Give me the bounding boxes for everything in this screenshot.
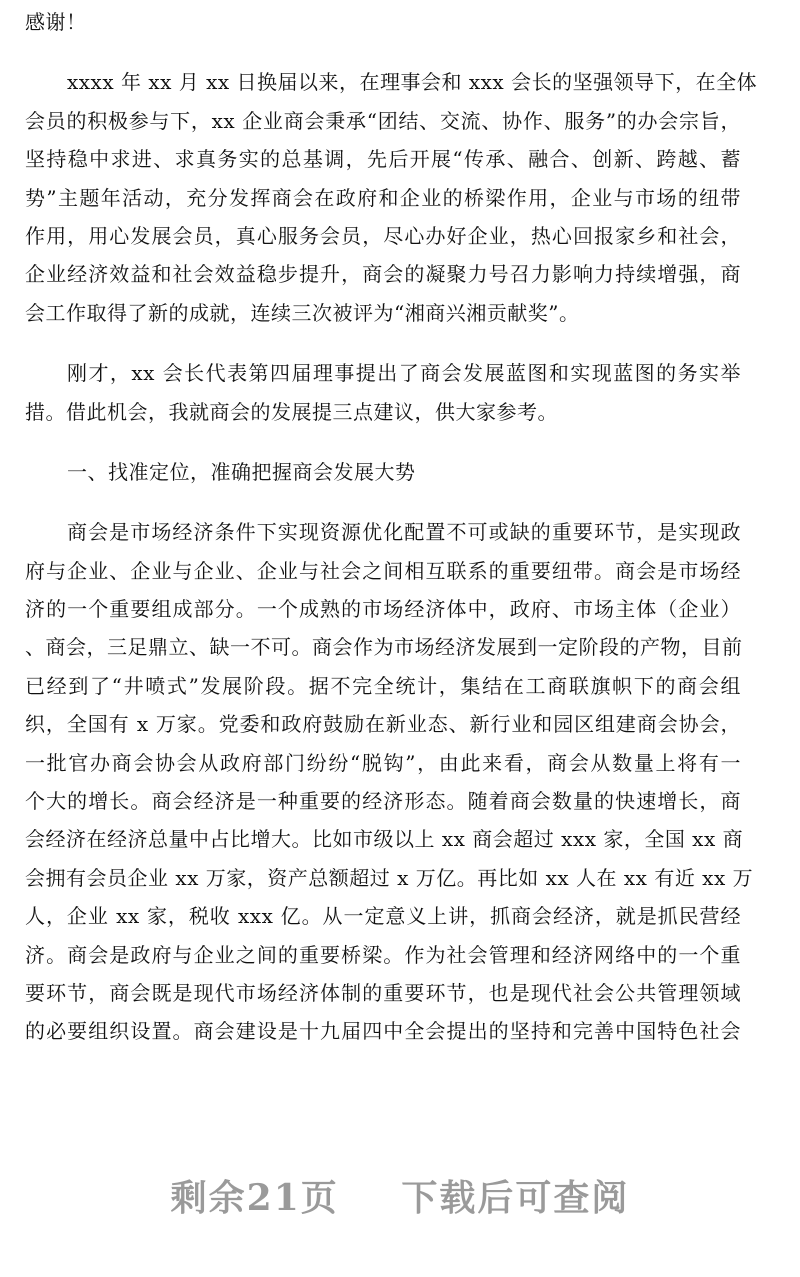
text-line: 、商会，三足鼎立、缺一不可。商会作为市场经济发展到一定阶段的产物，目前	[25, 635, 743, 660]
text-line: 会拥有会员企业 xx 万家，资产总额超过 x 万亿。再比如 xx 人在 xx 有近 xx 万	[25, 865, 754, 890]
text-line: 个大的增长。商会经济是一种重要的经济形态。随着商会数量的快速增长，商	[25, 789, 741, 814]
text-line: 坚持稳中求进、求真务实的总基调，先后开展“传承、融合、创新、跨越、蓄	[25, 147, 741, 172]
text-line: 济的一个重要组成部分。一个成熟的市场经济体中，政府、市场主体（企业）	[25, 597, 741, 622]
text-line: 会工作取得了新的成就，连续三次被评为“湘商兴湘贡献奖”。	[25, 300, 580, 325]
text-line: 济。商会是政府与企业之间的重要桥梁。作为社会管理和经济网络中的一个重	[25, 942, 741, 967]
text-line: 措。借此机会，我就商会的发展提三点建议，供大家参考。	[25, 399, 558, 424]
section-heading	[25, 453, 741, 491]
text-line: 人，企业 xx 家，税收 xxx 亿。从一定意义上讲，抓商会经济，就是抓民营经	[25, 904, 741, 929]
text-line: 的必要组织设置。商会建设是十九届四中全会提出的坚持和完善中国特色社会	[25, 1019, 741, 1044]
download-prompt[interactable]	[0, 1170, 800, 1221]
text-line: 势”主题年活动，充分发挥商会在政府和企业的桥梁作用，企业与市场的纽带	[25, 185, 741, 210]
paragraph-thanks	[25, 3, 741, 41]
text-line: 要环节，商会既是现代市场经济体制的重要环节，也是现代社会公共管理领域	[25, 980, 741, 1005]
text-line: 商会是市场经济条件下实现资源优化配置不可或缺的重要环节，是实现政	[67, 520, 741, 545]
text-line: 织，全国有 x 万家。党委和政府鼓励在新业态、新行业和园区组建商会协会，	[25, 712, 741, 737]
paragraph-intro	[25, 354, 741, 431]
text-line: 府与企业、企业与企业、企业与社会之间相互联系的重要纽带。商会是市场经	[25, 558, 741, 583]
text-line: 企业经济效益和社会效益稳步提升，商会的凝聚力号召力影响力持续增强，商	[25, 262, 741, 287]
text-line: 作用，用心发展会员，真心服务会员，尽心办好企业，热心回报家乡和社会，	[25, 223, 741, 248]
remaining-pages-label: 剩余21页	[170, 1177, 339, 1219]
text-line: xxxx 年 xx 月 xx 日换届以来，在理事会和 xxx 会长的坚强领导下，在全体	[67, 70, 758, 95]
document-body	[25, 3, 758, 1073]
heading-line: 一、找准定位，准确把握商会发展大势	[67, 459, 416, 484]
paragraph-body	[25, 513, 754, 1050]
text-line: 已经到了“井喷式”发展阶段。据不完全统计，集结在工商联旗帜下的商会组	[25, 673, 741, 698]
paragraph-review	[25, 63, 758, 332]
text-line: 会经济在经济总量中占比增大。比如市级以上 xx 商会超过 xxx 家，全国 xx 商	[25, 827, 744, 852]
text-line: 会员的积极参与下，xx 企业商会秉承“团结、交流、协作、服务”的办会宗旨，	[25, 108, 741, 133]
download-to-view-label: 下载后可查阅	[401, 1177, 630, 1219]
text-line: 刚才，xx 会长代表第四届理事提出了商会发展蓝图和实现蓝图的务实举	[67, 361, 741, 386]
text-line: 一批官办商会协会从政府部门纷纷“脱钩”，由此来看，商会从数量上将有一	[25, 750, 741, 775]
text-line: 感谢！	[25, 10, 87, 34]
